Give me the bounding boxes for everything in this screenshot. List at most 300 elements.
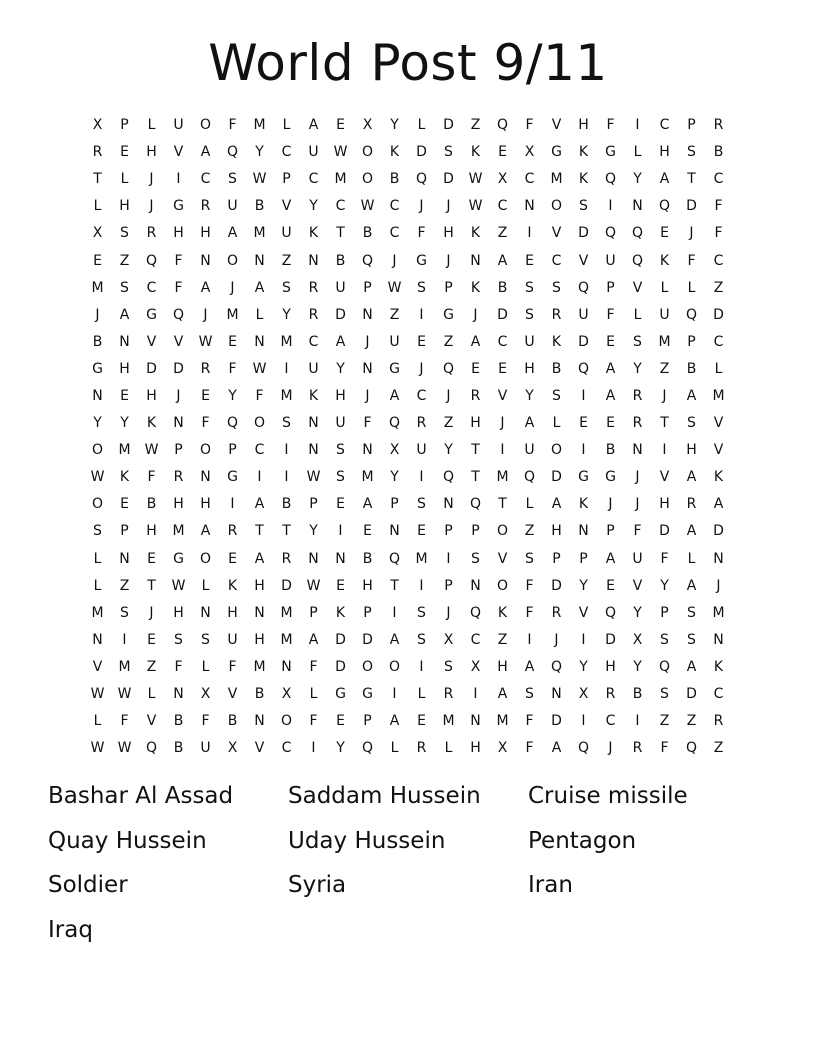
grid-letter: D: [686, 198, 697, 215]
grid-letter: C: [281, 740, 292, 757]
grid-letter: T: [660, 415, 669, 432]
grid-letter: C: [389, 198, 400, 215]
grid-letter: A: [362, 496, 373, 513]
grid-letter: N: [632, 442, 643, 459]
grid-letter: S: [417, 631, 426, 648]
grid-letter: X: [632, 631, 643, 648]
grid-letter: A: [254, 496, 265, 513]
grid-letter: S: [687, 604, 696, 621]
grid-letter: W: [252, 171, 267, 188]
grid-letter: A: [389, 631, 400, 648]
grid-letter: K: [578, 144, 589, 161]
grid-letter: K: [227, 577, 238, 594]
grid-letter: A: [497, 686, 508, 703]
grid-letter: K: [146, 415, 157, 432]
grid-letter: E: [147, 550, 156, 567]
grid-letter: I: [392, 604, 397, 621]
grid-letter: H: [254, 577, 265, 594]
grid-letter: X: [497, 740, 508, 757]
grid-letter: D: [443, 171, 454, 188]
grid-letter: V: [578, 252, 589, 269]
grid-letter: F: [660, 550, 669, 567]
grid-letter: S: [120, 279, 129, 296]
grid-letter: B: [227, 713, 238, 730]
grid-letter: N: [713, 631, 724, 648]
grid-letter: N: [308, 252, 319, 269]
grid-letter: V: [146, 333, 157, 350]
grid-row: [84, 708, 732, 735]
grid-letter: J: [203, 306, 208, 323]
grid-letter: D: [578, 225, 589, 242]
grid-letter: N: [200, 252, 211, 269]
grid-letter: X: [497, 171, 508, 188]
grid-letter: A: [524, 415, 535, 432]
grid-letter: E: [417, 333, 426, 350]
grid-letter: I: [581, 631, 586, 648]
grid-letter: J: [662, 387, 667, 404]
word-list-item: Pentagon: [528, 827, 637, 854]
grid-letter: N: [200, 469, 211, 486]
grid-letter: G: [578, 469, 589, 486]
grid-letter: J: [176, 387, 181, 404]
grid-letter: X: [578, 686, 589, 703]
grid-letter: B: [389, 171, 400, 188]
grid-letter: Z: [713, 279, 724, 296]
grid-letter: E: [336, 117, 345, 134]
grid-letter: K: [470, 144, 481, 161]
grid-letter: K: [497, 604, 508, 621]
grid-letter: T: [498, 496, 507, 513]
grid-letter: R: [632, 415, 643, 432]
grid-letter: M: [172, 523, 185, 540]
grid-letter: A: [686, 658, 697, 675]
grid-letter: W: [252, 360, 267, 377]
grid-letter: E: [201, 387, 210, 404]
grid-letter: J: [554, 631, 559, 648]
grid-letter: L: [201, 577, 210, 594]
grid-letter: V: [254, 740, 265, 757]
grid-letter: B: [551, 360, 562, 377]
grid-letter: P: [309, 604, 318, 621]
grid-letter: I: [338, 523, 343, 540]
grid-letter: A: [254, 279, 265, 296]
grid-letter: M: [91, 604, 104, 621]
grid-letter: I: [311, 740, 316, 757]
grid-letter: F: [525, 577, 534, 594]
grid-row: [84, 464, 732, 491]
grid-letter: J: [446, 387, 451, 404]
grid-letter: O: [199, 117, 212, 134]
grid-letter: F: [633, 523, 642, 540]
grid-letter: N: [470, 252, 481, 269]
grid-row: [84, 600, 732, 627]
grid-letter: Z: [443, 415, 454, 432]
grid-letter: M: [550, 171, 563, 188]
grid-letter: M: [415, 550, 428, 567]
grid-letter: A: [389, 387, 400, 404]
grid-letter: W: [117, 686, 132, 703]
grid-letter: U: [308, 144, 319, 161]
grid-letter: V: [659, 469, 670, 486]
grid-letter: S: [228, 171, 237, 188]
grid-row: [84, 410, 732, 437]
grid-letter: J: [149, 198, 154, 215]
grid-letter: R: [632, 740, 643, 757]
grid-letter: H: [524, 360, 535, 377]
grid-letter: B: [173, 740, 184, 757]
grid-letter: W: [117, 740, 132, 757]
grid-letter: X: [362, 117, 373, 134]
grid-letter: R: [308, 306, 319, 323]
grid-letter: C: [200, 171, 211, 188]
grid-letter: C: [389, 225, 400, 242]
grid-letter: Q: [145, 252, 158, 269]
grid-letter: H: [470, 740, 481, 757]
grid-letter: S: [444, 144, 453, 161]
grid-letter: D: [497, 306, 508, 323]
grid-letter: D: [605, 631, 616, 648]
grid-letter: D: [362, 631, 373, 648]
grid-letter: I: [230, 496, 235, 513]
grid-letter: S: [282, 415, 291, 432]
grid-letter: F: [174, 279, 183, 296]
grid-letter: Y: [336, 740, 345, 757]
grid-letter: C: [659, 117, 670, 134]
grid-letter: C: [308, 333, 319, 350]
grid-letter: W: [387, 279, 402, 296]
grid-letter: A: [686, 523, 697, 540]
word-list-item: Iran: [528, 872, 573, 898]
grid-letter: M: [280, 631, 293, 648]
grid-letter: I: [581, 713, 586, 730]
grid-letter: P: [390, 496, 399, 513]
grid-letter: C: [713, 252, 724, 269]
grid-letter: P: [606, 523, 615, 540]
grid-letter: J: [365, 387, 370, 404]
grid-letter: S: [660, 686, 669, 703]
grid-letter: P: [309, 496, 318, 513]
grid-letter: C: [713, 171, 724, 188]
grid-letter: C: [254, 442, 265, 459]
grid-row: [84, 491, 732, 518]
grid-letter: J: [608, 740, 613, 757]
grid-letter: M: [361, 469, 374, 486]
grid-letter: U: [659, 306, 670, 323]
grid-letter: K: [659, 252, 670, 269]
grid-letter: D: [659, 523, 670, 540]
grid-letter: O: [550, 198, 563, 215]
grid-letter: E: [606, 577, 615, 594]
grid-letter: T: [282, 523, 291, 540]
grid-letter: J: [230, 279, 235, 296]
grid-letter: A: [659, 171, 670, 188]
grid-letter: S: [417, 496, 426, 513]
grid-letter: X: [524, 144, 535, 161]
grid-letter: W: [90, 740, 105, 757]
grid-letter: W: [198, 333, 213, 350]
grid-letter: G: [443, 306, 454, 323]
grid-letter: Q: [469, 604, 482, 621]
grid-letter: U: [578, 306, 589, 323]
grid-letter: E: [147, 631, 156, 648]
grid-letter: P: [363, 279, 372, 296]
grid-letter: V: [173, 144, 184, 161]
grid-letter: D: [335, 658, 346, 675]
grid-letter: B: [281, 496, 292, 513]
grid-letter: D: [686, 686, 697, 703]
grid-letter: O: [199, 442, 212, 459]
grid-letter: V: [713, 415, 724, 432]
grid-letter: Q: [577, 740, 590, 757]
grid-letter: Z: [713, 740, 724, 757]
grid-letter: Z: [389, 306, 400, 323]
grid-letter: M: [253, 225, 266, 242]
grid-letter: H: [146, 523, 157, 540]
grid-letter: A: [497, 252, 508, 269]
grid-letter: S: [201, 631, 210, 648]
grid-letter: B: [497, 279, 508, 296]
grid-letter: N: [308, 550, 319, 567]
grid-letter: X: [92, 117, 103, 134]
grid-letter: X: [227, 740, 238, 757]
grid-letter: X: [443, 631, 454, 648]
grid-letter: S: [552, 279, 561, 296]
grid-letter: K: [335, 604, 346, 621]
grid-letter: S: [336, 442, 345, 459]
grid-letter: R: [308, 279, 319, 296]
grid-letter: H: [578, 117, 589, 134]
grid-letter: Z: [443, 333, 454, 350]
grid-letter: M: [91, 279, 104, 296]
grid-letter: L: [93, 198, 102, 215]
grid-letter: Y: [633, 658, 642, 675]
grid-letter: J: [365, 333, 370, 350]
grid-letter: P: [282, 171, 291, 188]
grid-letter: P: [471, 523, 480, 540]
grid-letter: Q: [604, 225, 617, 242]
grid-letter: M: [712, 604, 725, 621]
grid-row: [84, 356, 732, 383]
grid-letter: D: [281, 577, 292, 594]
grid-letter: M: [658, 333, 671, 350]
grid-letter: L: [714, 360, 723, 377]
grid-letter: Q: [658, 198, 671, 215]
grid-letter: A: [551, 740, 562, 757]
grid-letter: Y: [228, 387, 237, 404]
grid-letter: Y: [309, 523, 318, 540]
grid-letter: U: [524, 442, 535, 459]
grid-letter: T: [687, 171, 696, 188]
grid-letter: V: [551, 117, 562, 134]
grid-letter: I: [473, 686, 478, 703]
grid-letter: Y: [525, 387, 534, 404]
grid-letter: D: [416, 144, 427, 161]
grid-letter: M: [253, 658, 266, 675]
grid-letter: E: [363, 523, 372, 540]
grid-letter: P: [444, 279, 453, 296]
grid-letter: B: [173, 713, 184, 730]
grid-letter: L: [417, 686, 426, 703]
grid-letter: I: [581, 442, 586, 459]
grid-letter: Q: [523, 469, 536, 486]
grid-letter: K: [308, 225, 319, 242]
grid-letter: W: [144, 442, 159, 459]
grid-letter: Q: [388, 550, 401, 567]
grid-letter: B: [605, 442, 616, 459]
grid-letter: V: [551, 225, 562, 242]
grid-letter: Q: [469, 496, 482, 513]
grid-letter: C: [335, 198, 346, 215]
grid-letter: P: [687, 117, 696, 134]
grid-row: [84, 220, 732, 247]
grid-letter: J: [149, 604, 154, 621]
grid-letter: F: [201, 415, 210, 432]
grid-letter: V: [632, 577, 643, 594]
grid-letter: H: [470, 415, 481, 432]
grid-letter: F: [714, 198, 723, 215]
grid-letter: L: [417, 117, 426, 134]
grid-letter: Z: [146, 658, 157, 675]
grid-letter: O: [199, 550, 212, 567]
grid-letter: P: [363, 604, 372, 621]
grid-letter: U: [632, 550, 643, 567]
grid-letter: V: [92, 658, 103, 675]
grid-letter: I: [122, 631, 127, 648]
grid-letter: H: [146, 144, 157, 161]
grid-letter: G: [416, 252, 427, 269]
grid-letter: M: [118, 658, 131, 675]
grid-letter: F: [606, 306, 615, 323]
grid-letter: A: [605, 360, 616, 377]
grid-letter: H: [443, 225, 454, 242]
grid-letter: Q: [631, 225, 644, 242]
grid-letter: R: [146, 225, 157, 242]
grid-row: [84, 166, 732, 193]
grid-letter: Z: [281, 252, 292, 269]
grid-letter: G: [605, 144, 616, 161]
grid-letter: S: [687, 144, 696, 161]
grid-letter: M: [280, 604, 293, 621]
grid-letter: D: [551, 577, 562, 594]
grid-letter: X: [281, 686, 292, 703]
grid-letter: I: [419, 306, 424, 323]
grid-row: [84, 275, 732, 302]
grid-letter: C: [605, 713, 616, 730]
grid-letter: Z: [497, 225, 508, 242]
grid-letter: H: [227, 604, 238, 621]
grid-letter: S: [552, 387, 561, 404]
grid-letter: I: [176, 171, 181, 188]
grid-letter: E: [120, 144, 129, 161]
grid-letter: H: [119, 360, 130, 377]
grid-letter: I: [419, 658, 424, 675]
grid-letter: F: [309, 658, 318, 675]
grid-letter: R: [470, 387, 481, 404]
grid-letter: J: [446, 252, 451, 269]
grid-letter: Y: [93, 415, 102, 432]
grid-letter: Y: [336, 360, 345, 377]
grid-letter: J: [446, 198, 451, 215]
grid-letter: H: [200, 225, 211, 242]
grid-letter: V: [281, 198, 292, 215]
page-title: World Post 9/11: [208, 34, 608, 92]
grid-letter: V: [497, 387, 508, 404]
grid-letter: V: [173, 333, 184, 350]
grid-letter: K: [713, 658, 724, 675]
grid-letter: Y: [633, 604, 642, 621]
grid-letter: F: [174, 658, 183, 675]
grid-letter: Q: [604, 171, 617, 188]
grid-letter: I: [419, 577, 424, 594]
grid-letter: R: [200, 360, 211, 377]
grid-letter: N: [362, 360, 373, 377]
grid-letter: L: [201, 658, 210, 675]
grid-letter: L: [93, 577, 102, 594]
grid-letter: H: [254, 631, 265, 648]
grid-letter: N: [308, 415, 319, 432]
grid-letter: A: [686, 469, 697, 486]
grid-letter: D: [551, 713, 562, 730]
grid-letter: Q: [145, 740, 158, 757]
grid-letter: F: [660, 740, 669, 757]
grid-letter: N: [470, 577, 481, 594]
grid-letter: H: [551, 523, 562, 540]
grid-letter: S: [687, 631, 696, 648]
grid-letter: C: [281, 144, 292, 161]
grid-letter: Z: [659, 713, 670, 730]
grid-letter: P: [444, 577, 453, 594]
grid-letter: W: [306, 577, 321, 594]
grid-letter: P: [228, 442, 237, 459]
grid-row: [84, 573, 732, 600]
grid-letter: L: [633, 306, 642, 323]
word-list-item: Saddam Hussein: [288, 783, 481, 809]
grid-letter: N: [443, 496, 454, 513]
grid-letter: N: [200, 604, 211, 621]
grid-letter: G: [605, 469, 616, 486]
grid-letter: J: [419, 360, 424, 377]
grid-letter: R: [92, 144, 103, 161]
grid-letter: F: [228, 658, 237, 675]
grid-letter: E: [228, 333, 237, 350]
grid-letter: R: [416, 740, 427, 757]
grid-letter: O: [361, 144, 374, 161]
grid-letter: G: [362, 686, 373, 703]
grid-letter: R: [443, 686, 454, 703]
grid-letter: D: [551, 469, 562, 486]
grid-letter: Q: [442, 469, 455, 486]
grid-letter: R: [551, 306, 562, 323]
grid-letter: W: [360, 198, 375, 215]
grid-letter: O: [496, 577, 509, 594]
grid-letter: E: [606, 415, 615, 432]
grid-letter: Q: [415, 171, 428, 188]
grid-letter: F: [525, 713, 534, 730]
grid-row: [84, 654, 732, 681]
grid-row: [84, 139, 732, 166]
grid-letter: R: [713, 117, 724, 134]
grid-letter: C: [497, 198, 508, 215]
grid-letter: B: [146, 496, 157, 513]
grid-letter: U: [389, 333, 400, 350]
grid-letter: M: [253, 117, 266, 134]
grid-letter: Z: [497, 631, 508, 648]
grid-letter: A: [470, 333, 481, 350]
grid-letter: I: [662, 442, 667, 459]
grid-letter: F: [228, 117, 237, 134]
grid-letter: X: [92, 225, 103, 242]
grid-letter: Q: [577, 279, 590, 296]
